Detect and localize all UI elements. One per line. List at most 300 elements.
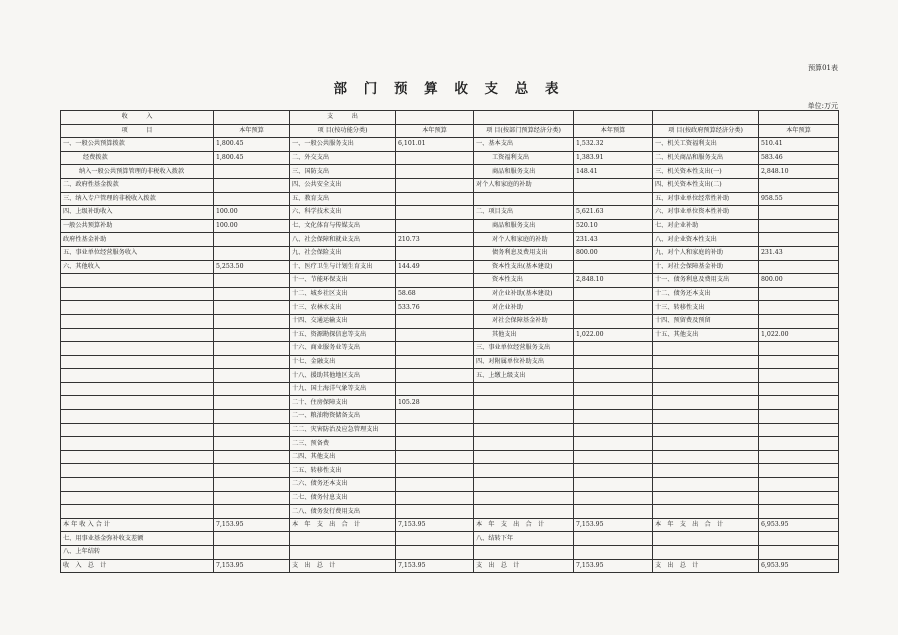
amount-cell [759,178,839,192]
item-cell: 支 出 总 计 [290,559,396,573]
amount-cell [396,410,474,424]
item-cell: 六、科学技术支出 [290,206,396,220]
item-cell: 九、社会保险支出 [290,246,396,260]
item-cell [61,355,214,369]
item-cell: 九、对个人和家庭的补助 [653,246,759,260]
item-cell: 五、对事业单位经常性补助 [653,192,759,206]
item-cell [61,314,214,328]
amount-cell [759,369,839,383]
table-row [61,165,839,179]
item-cell: 四、对附属单位补助支出 [474,355,574,369]
item-cell: 商品和服务支出 [474,219,574,233]
table-row [61,342,839,356]
amount-cell: 1,800.45 [214,138,290,152]
amount-cell: 210.73 [396,233,474,247]
item-cell: 八、结转下年 [474,532,574,546]
amount-cell: 5,253.50 [214,260,290,274]
item-cell [61,450,214,464]
amount-cell [396,369,474,383]
amount-cell [574,546,653,560]
item-cell [61,274,214,288]
amount-cell [214,233,290,247]
item-cell: 三、纳入专户管理的非税收入拨款 [61,192,214,206]
budget-table [60,110,839,573]
amount-cell: 533.76 [396,301,474,315]
amount-cell [574,314,653,328]
amount-cell [214,369,290,383]
item-cell: 本 年 收 入 合 计 [61,518,214,532]
amount-cell: 800.00 [574,246,653,260]
item-cell: 十五、其他支出 [653,328,759,342]
table-row [61,478,839,492]
amount-cell [214,505,290,519]
item-cell [653,546,759,560]
item-cell: 四、公共安全支出 [290,178,396,192]
table-row [61,219,839,233]
item-cell: 债务利息及费用支出 [474,246,574,260]
amount-cell [759,206,839,220]
amount-cell: 231.43 [574,233,653,247]
header-income: 收 入 [61,111,214,125]
amount-cell [574,355,653,369]
amount-cell [396,206,474,220]
item-cell [653,491,759,505]
page-title: 部 门 预 算 收 支 总 表 [333,81,565,97]
amount-cell: 7,153.95 [574,518,653,532]
form-code: 预算01表 [808,64,838,72]
amount-cell [396,328,474,342]
table-row [61,192,839,206]
item-cell [61,505,214,519]
item-cell: 十三、农林水支出 [290,301,396,315]
item-cell: 十六、商业服务业等支出 [290,342,396,356]
item-cell: 工资福利支出 [474,151,574,165]
amount-cell: 7,153.95 [396,559,474,573]
header-budget-4: 本年预算 [759,124,839,138]
amount-cell [759,410,839,424]
item-cell: 纳入一般公共预算管理的非税收入拨款 [61,165,214,179]
item-cell [653,355,759,369]
unit-label: 单位:万元 [807,102,838,110]
item-cell [61,410,214,424]
amount-cell [759,233,839,247]
item-cell: 四、机关资本性支出(二) [653,178,759,192]
item-cell: 一、一般公共服务支出 [290,138,396,152]
item-cell [474,464,574,478]
amount-cell [214,192,290,206]
item-cell [61,369,214,383]
table-row [61,151,839,165]
amount-cell [759,437,839,451]
amount-cell [759,301,839,315]
item-cell: 政府性基金补助 [61,233,214,247]
amount-cell: 100.00 [214,206,290,220]
table-row [61,206,839,220]
item-cell: 二四、其他支出 [290,450,396,464]
item-cell: 十、对社会保障基金补助 [653,260,759,274]
amount-cell [396,437,474,451]
item-cell [474,437,574,451]
amount-cell [214,328,290,342]
amount-cell [759,478,839,492]
amount-cell [214,532,290,546]
item-cell: 一、一般公共预算拨款 [61,138,214,152]
amount-cell [214,546,290,560]
amount-cell: 510.41 [759,138,839,152]
table-row [61,518,839,532]
amount-cell [214,355,290,369]
item-cell: 五、事业单位经营服务收入 [61,246,214,260]
amount-cell: 6,953.95 [759,559,839,573]
header-func: 项 目(按功能分类) [290,124,396,138]
item-cell [474,423,574,437]
item-cell [61,301,214,315]
item-cell: 一、基本支出 [474,138,574,152]
amount-cell [396,151,474,165]
amount-cell: 583.46 [759,151,839,165]
item-cell: 三、机关资本性支出(一) [653,165,759,179]
amount-cell: 231.43 [759,246,839,260]
item-cell: 资本性支出 [474,274,574,288]
table-row [61,450,839,464]
amount-cell [759,219,839,233]
item-cell [474,478,574,492]
amount-cell [759,342,839,356]
amount-cell [759,532,839,546]
amount-cell [214,287,290,301]
item-cell: 对个人和家庭的补助 [474,233,574,247]
amount-cell [396,314,474,328]
item-cell: 十八、援助其他地区支出 [290,369,396,383]
item-cell [290,532,396,546]
amount-cell: 800.00 [759,274,839,288]
amount-cell [759,355,839,369]
item-cell [290,546,396,560]
table-row [61,246,839,260]
item-cell [653,450,759,464]
amount-cell [759,464,839,478]
item-cell: 其他支出 [474,328,574,342]
table-row [61,287,839,301]
item-cell [653,369,759,383]
item-cell [61,342,214,356]
item-cell: 二七、债务付息支出 [290,491,396,505]
amount-cell [214,410,290,424]
amount-cell [214,464,290,478]
amount-cell [214,491,290,505]
amount-cell [759,450,839,464]
item-cell: 七、用事业基金弥补收支差额 [61,532,214,546]
table-row [61,314,839,328]
table-row [61,233,839,247]
item-cell: 十一、节能环保支出 [290,274,396,288]
amount-cell [214,274,290,288]
item-cell: 本 年 支 出 合 计 [653,518,759,532]
item-cell [61,287,214,301]
amount-cell: 6,101.01 [396,138,474,152]
item-cell [474,410,574,424]
amount-cell [214,178,290,192]
item-cell: 对企业补助 [474,301,574,315]
table-row [61,301,839,315]
item-cell: 一、机关工资福利支出 [653,138,759,152]
amount-cell [759,382,839,396]
amount-cell [396,178,474,192]
amount-cell [214,314,290,328]
amount-cell [759,396,839,410]
amount-cell [396,464,474,478]
amount-cell [574,301,653,315]
item-cell [653,410,759,424]
amount-cell [574,382,653,396]
item-cell: 二八、债务发行费用支出 [290,505,396,519]
amount-cell [574,464,653,478]
item-cell: 十七、金融支出 [290,355,396,369]
amount-cell [214,450,290,464]
item-cell [61,396,214,410]
amount-cell [396,274,474,288]
item-cell [653,382,759,396]
item-cell: 本 年 支 出 合 计 [474,518,574,532]
item-cell: 本 年 支 出 合 计 [290,518,396,532]
amount-cell [214,478,290,492]
item-cell [474,192,574,206]
amount-cell [396,450,474,464]
item-cell [474,505,574,519]
table-row [61,423,839,437]
amount-cell: 7,153.95 [396,518,474,532]
item-cell: 五、教育支出 [290,192,396,206]
item-cell: 资本性支出(基本建设) [474,260,574,274]
amount-cell [396,355,474,369]
header-econ-dept: 项 目(按部门预算经济分类) [474,124,574,138]
item-cell: 二、外交支出 [290,151,396,165]
table-row [61,328,839,342]
amount-cell [396,505,474,519]
item-cell: 六、对事业单位资本性补助 [653,206,759,220]
item-cell: 二六、债务还本支出 [290,478,396,492]
item-cell: 一般公共预算补助 [61,219,214,233]
amount-cell: 520.10 [574,219,653,233]
item-cell [61,478,214,492]
header-row-columns [61,124,839,138]
amount-cell [396,382,474,396]
amount-cell [574,491,653,505]
amount-cell [396,165,474,179]
amount-cell: 2,848.10 [574,274,653,288]
item-cell [61,437,214,451]
item-cell: 十三、转移性支出 [653,301,759,315]
amount-cell [214,246,290,260]
item-cell [653,396,759,410]
item-cell: 对社会保障基金补助 [474,314,574,328]
item-cell: 二一、粮油物资储备支出 [290,410,396,424]
item-cell: 经费拨款 [61,151,214,165]
amount-cell: 1,532.32 [574,138,653,152]
amount-cell [574,410,653,424]
table-row [61,396,839,410]
table-row [61,532,839,546]
item-cell [653,464,759,478]
amount-cell [214,301,290,315]
item-cell: 十一、债务利息及费用支出 [653,274,759,288]
amount-cell [574,287,653,301]
amount-cell: 144.49 [396,260,474,274]
amount-cell [759,260,839,274]
amount-cell: 1,022.00 [759,328,839,342]
table-row [61,559,839,573]
amount-cell [574,396,653,410]
item-cell: 支 出 总 计 [653,559,759,573]
item-cell: 五、上缴上级支出 [474,369,574,383]
item-cell [653,423,759,437]
item-cell: 二二、灾害防治及应急管理支出 [290,423,396,437]
item-cell [474,396,574,410]
item-cell: 支 出 总 计 [474,559,574,573]
amount-cell [574,192,653,206]
amount-cell: 6,953.95 [759,518,839,532]
amount-cell [759,423,839,437]
amount-cell [574,478,653,492]
amount-cell [574,532,653,546]
amount-cell [759,491,839,505]
item-cell: 十五、资源勘探信息等支出 [290,328,396,342]
amount-cell: 1,022.00 [574,328,653,342]
amount-cell [396,192,474,206]
amount-cell: 105.28 [396,396,474,410]
amount-cell: 5,621.63 [574,206,653,220]
amount-cell: 1,800.45 [214,151,290,165]
item-cell: 二、政府性基金拨款 [61,178,214,192]
header-budget-1: 本年预算 [214,124,290,138]
amount-cell [574,423,653,437]
item-cell: 八、对企业资本性支出 [653,233,759,247]
item-cell [61,328,214,342]
item-cell [653,342,759,356]
amount-cell [396,219,474,233]
amount-cell [396,342,474,356]
amount-cell: 7,153.95 [214,518,290,532]
item-cell [653,437,759,451]
header-item: 项 目 [61,124,214,138]
item-cell: 对企业补助(基本建设) [474,287,574,301]
item-cell: 八、上年结转 [61,546,214,560]
amount-cell [396,491,474,505]
item-cell [653,505,759,519]
item-cell: 八、社会保障和就业支出 [290,233,396,247]
item-cell [474,546,574,560]
amount-cell [574,342,653,356]
item-cell: 十四、交通运输支出 [290,314,396,328]
amount-cell [214,342,290,356]
amount-cell [396,423,474,437]
amount-cell: 148.41 [574,165,653,179]
item-cell: 二十、住房保障支出 [290,396,396,410]
header-budget-3: 本年预算 [574,124,653,138]
amount-cell [214,165,290,179]
item-cell [61,491,214,505]
table-row [61,138,839,152]
amount-cell: 7,153.95 [574,559,653,573]
table-row [61,260,839,274]
item-cell [474,450,574,464]
table-row [61,505,839,519]
header-econ-gov: 项 目(按政府预算经济分类) [653,124,759,138]
amount-cell [214,423,290,437]
amount-cell [396,478,474,492]
item-cell: 十四、预留费及预留 [653,314,759,328]
amount-cell [396,532,474,546]
item-cell: 二五、转移性支出 [290,464,396,478]
table-row [61,410,839,424]
item-cell: 十二、债务还本支出 [653,287,759,301]
amount-cell: 100.00 [214,219,290,233]
table-row [61,369,839,383]
amount-cell [759,314,839,328]
header-row-group [61,111,839,125]
amount-cell [214,382,290,396]
table-row [61,355,839,369]
amount-cell: 958.55 [759,192,839,206]
table-row [61,546,839,560]
header-expense: 支 出 [290,111,396,125]
table-row [61,178,839,192]
item-cell: 二、项目支出 [474,206,574,220]
amount-cell: 1,383.91 [574,151,653,165]
amount-cell: 7,153.95 [214,559,290,573]
amount-cell [214,396,290,410]
amount-cell [214,437,290,451]
item-cell: 商品和服务支出 [474,165,574,179]
item-cell: 十二、城乡社区支出 [290,287,396,301]
item-cell: 收 入 总 计 [61,559,214,573]
amount-cell [759,287,839,301]
table-row [61,382,839,396]
item-cell [474,382,574,396]
amount-cell [574,178,653,192]
item-cell: 三、事业单位经营服务支出 [474,342,574,356]
item-cell: 七、文化体育与传媒支出 [290,219,396,233]
item-cell [653,478,759,492]
item-cell: 七、对企业补助 [653,219,759,233]
item-cell: 十、医疗卫生与计划生育支出 [290,260,396,274]
item-cell: 三、国防支出 [290,165,396,179]
amount-cell: 2,848.10 [759,165,839,179]
item-cell: 二、机关商品和服务支出 [653,151,759,165]
amount-cell [396,246,474,260]
item-cell: 六、其他收入 [61,260,214,274]
amount-cell [574,369,653,383]
item-cell [61,382,214,396]
amount-cell [574,437,653,451]
item-cell: 二三、预备费 [290,437,396,451]
header-budget-2: 本年预算 [396,124,474,138]
amount-cell [574,450,653,464]
item-cell [474,491,574,505]
amount-cell [574,505,653,519]
table-row [61,491,839,505]
table-row [61,464,839,478]
item-cell [61,423,214,437]
item-cell: 四、上级补助收入 [61,206,214,220]
item-cell: 十九、国土海洋气象等支出 [290,382,396,396]
amount-cell [759,546,839,560]
amount-cell: 58.68 [396,287,474,301]
table-row [61,437,839,451]
amount-cell [396,546,474,560]
table-row [61,274,839,288]
item-cell [653,532,759,546]
